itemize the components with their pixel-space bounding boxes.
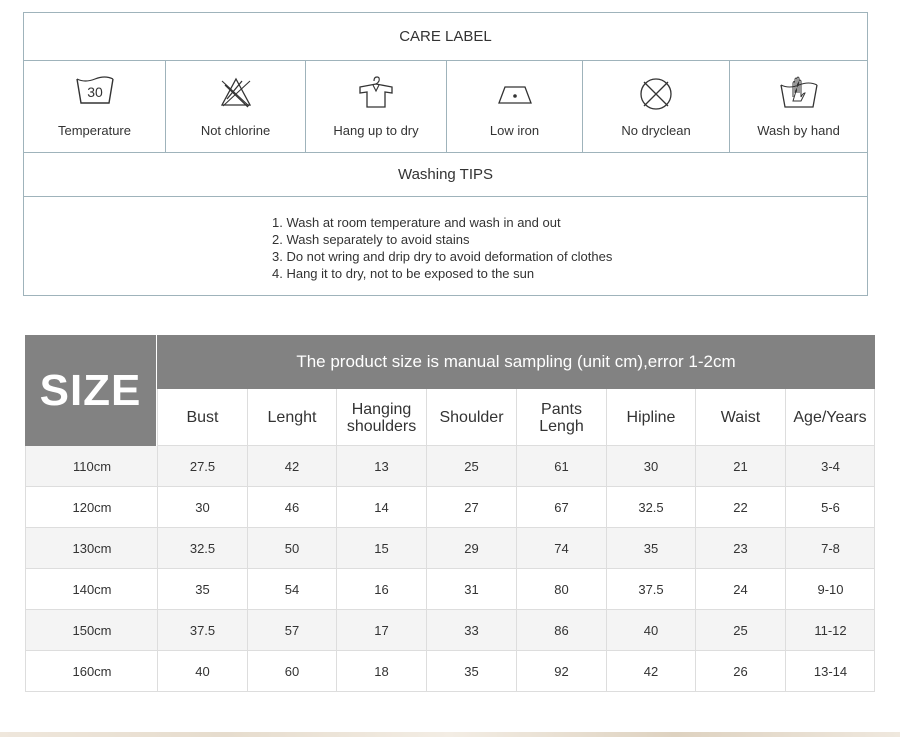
- care-item-not-chlorine: [166, 61, 306, 152]
- temperature-value: 30: [86, 84, 103, 100]
- table-cell: 25: [426, 446, 516, 486]
- table-cell: 42: [606, 651, 695, 691]
- care-label-panel: [23, 12, 868, 296]
- header-age-years: Age/Years: [785, 389, 875, 446]
- care-item-hang-dry: [306, 61, 447, 152]
- table-cell: 40: [606, 610, 695, 650]
- table-row: [25, 569, 875, 610]
- size-cell-label: 160cm: [72, 663, 112, 679]
- size-title: SIZE: [25, 335, 156, 446]
- header-waist: Waist: [695, 389, 785, 446]
- table-cell: 13-14: [785, 651, 875, 691]
- care-label-text: No dryclean: [621, 123, 691, 138]
- size-cell-label: 150cm: [72, 622, 112, 638]
- no-dryclean-icon: [636, 75, 676, 111]
- table-row: [25, 610, 875, 651]
- care-icons-row: [24, 61, 867, 153]
- table-cell: 5-6: [785, 487, 875, 527]
- table-cell: 35: [157, 569, 247, 609]
- table-cell: 50: [247, 528, 336, 568]
- header-length: Lenght: [247, 389, 336, 446]
- wash-by-hand-icon: [779, 75, 819, 109]
- table-cell: 31: [426, 569, 516, 609]
- table-cell: 23: [695, 528, 785, 568]
- table-cell: 15: [336, 528, 426, 568]
- table-cell: 61: [516, 446, 606, 486]
- table-cell: 7-8: [785, 528, 875, 568]
- table-cell: 33: [426, 610, 516, 650]
- washing-tips-title: Washing TIPS: [24, 153, 867, 197]
- care-item-low-iron: [447, 61, 583, 152]
- table-row: [25, 446, 875, 487]
- temperature-icon: [75, 75, 115, 109]
- care-item-wash-by-hand: [730, 61, 867, 152]
- table-cell: 35: [606, 528, 695, 568]
- table-cell: 37.5: [606, 569, 695, 609]
- table-cell: 86: [516, 610, 606, 650]
- table-cell: 46: [247, 487, 336, 527]
- header-bust: Bust: [157, 389, 247, 446]
- table-cell: 27.5: [157, 446, 247, 486]
- size-cell-label: 140cm: [72, 581, 112, 597]
- care-label-text: Temperature: [58, 123, 131, 138]
- table-cell: 3-4: [785, 446, 875, 486]
- table-cell: 30: [157, 487, 247, 527]
- tip-item: 1. Wash at room temperature and wash in and out: [272, 215, 561, 230]
- header-hipline: Hipline: [606, 389, 695, 446]
- size-cell-label: 120cm: [72, 499, 112, 515]
- table-cell: 35: [426, 651, 516, 691]
- care-label-text: Not chlorine: [200, 123, 271, 138]
- table-cell: 54: [247, 569, 336, 609]
- table-cell: 32.5: [157, 528, 247, 568]
- table-cell: 67: [516, 487, 606, 527]
- table-row: [25, 651, 875, 692]
- table-cell: 57: [247, 610, 336, 650]
- table-cell: 92: [516, 651, 606, 691]
- table-cell: 21: [695, 446, 785, 486]
- table-cell: 27: [426, 487, 516, 527]
- header-pants-length: Pants Lengh: [516, 389, 606, 446]
- table-cell: 11-12: [785, 610, 875, 650]
- table-cell: 42: [247, 446, 336, 486]
- table-cell: 14: [336, 487, 426, 527]
- header-hanging-shoulders: Hanging shoulders: [336, 389, 426, 446]
- low-iron-icon: [495, 75, 535, 109]
- care-item-temperature: [24, 61, 166, 152]
- table-cell: 25: [695, 610, 785, 650]
- table-cell: 32.5: [606, 487, 695, 527]
- table-cell: 37.5: [157, 610, 247, 650]
- table-row: [25, 528, 875, 569]
- table-row: [25, 487, 875, 528]
- bottom-decor-strip: [0, 732, 900, 737]
- table-cell: 18: [336, 651, 426, 691]
- washing-tips-list: [272, 214, 612, 282]
- table-cell: 16: [336, 569, 426, 609]
- table-cell: 24: [695, 569, 785, 609]
- table-cell: 22: [695, 487, 785, 527]
- table-cell: 30: [606, 446, 695, 486]
- hang-dry-icon: [356, 75, 396, 109]
- size-banner: The product size is manual sampling (unit cm),error 1-2cm: [157, 335, 875, 389]
- size-cell-label: 110cm: [72, 458, 112, 474]
- table-cell: 13: [336, 446, 426, 486]
- table-cell: 60: [247, 651, 336, 691]
- tip-item: 3. Do not wring and drip dry to avoid deformation of clothes: [272, 249, 613, 264]
- table-cell: 40: [157, 651, 247, 691]
- table-cell: 9-10: [785, 569, 875, 609]
- size-header-row: [157, 389, 875, 446]
- care-label-text: Wash by hand: [757, 123, 840, 138]
- care-label-text: Hang up to dry: [333, 123, 419, 138]
- care-label-title: CARE LABEL: [24, 13, 867, 61]
- table-cell: 80: [516, 569, 606, 609]
- care-item-no-dryclean: [583, 61, 730, 152]
- size-table: [25, 335, 875, 688]
- table-cell: 74: [516, 528, 606, 568]
- table-cell: 17: [336, 610, 426, 650]
- care-label-text: Low iron: [489, 123, 540, 138]
- table-cell: 29: [426, 528, 516, 568]
- tip-item: 4. Hang it to dry, not to be exposed to the sun: [272, 266, 535, 281]
- size-cell-label: 130cm: [72, 540, 112, 556]
- header-shoulder: Shoulder: [426, 389, 516, 446]
- table-cell: 26: [695, 651, 785, 691]
- not-chlorine-icon: [216, 75, 256, 109]
- tip-item: 2. Wash separately to avoid stains: [272, 232, 470, 247]
